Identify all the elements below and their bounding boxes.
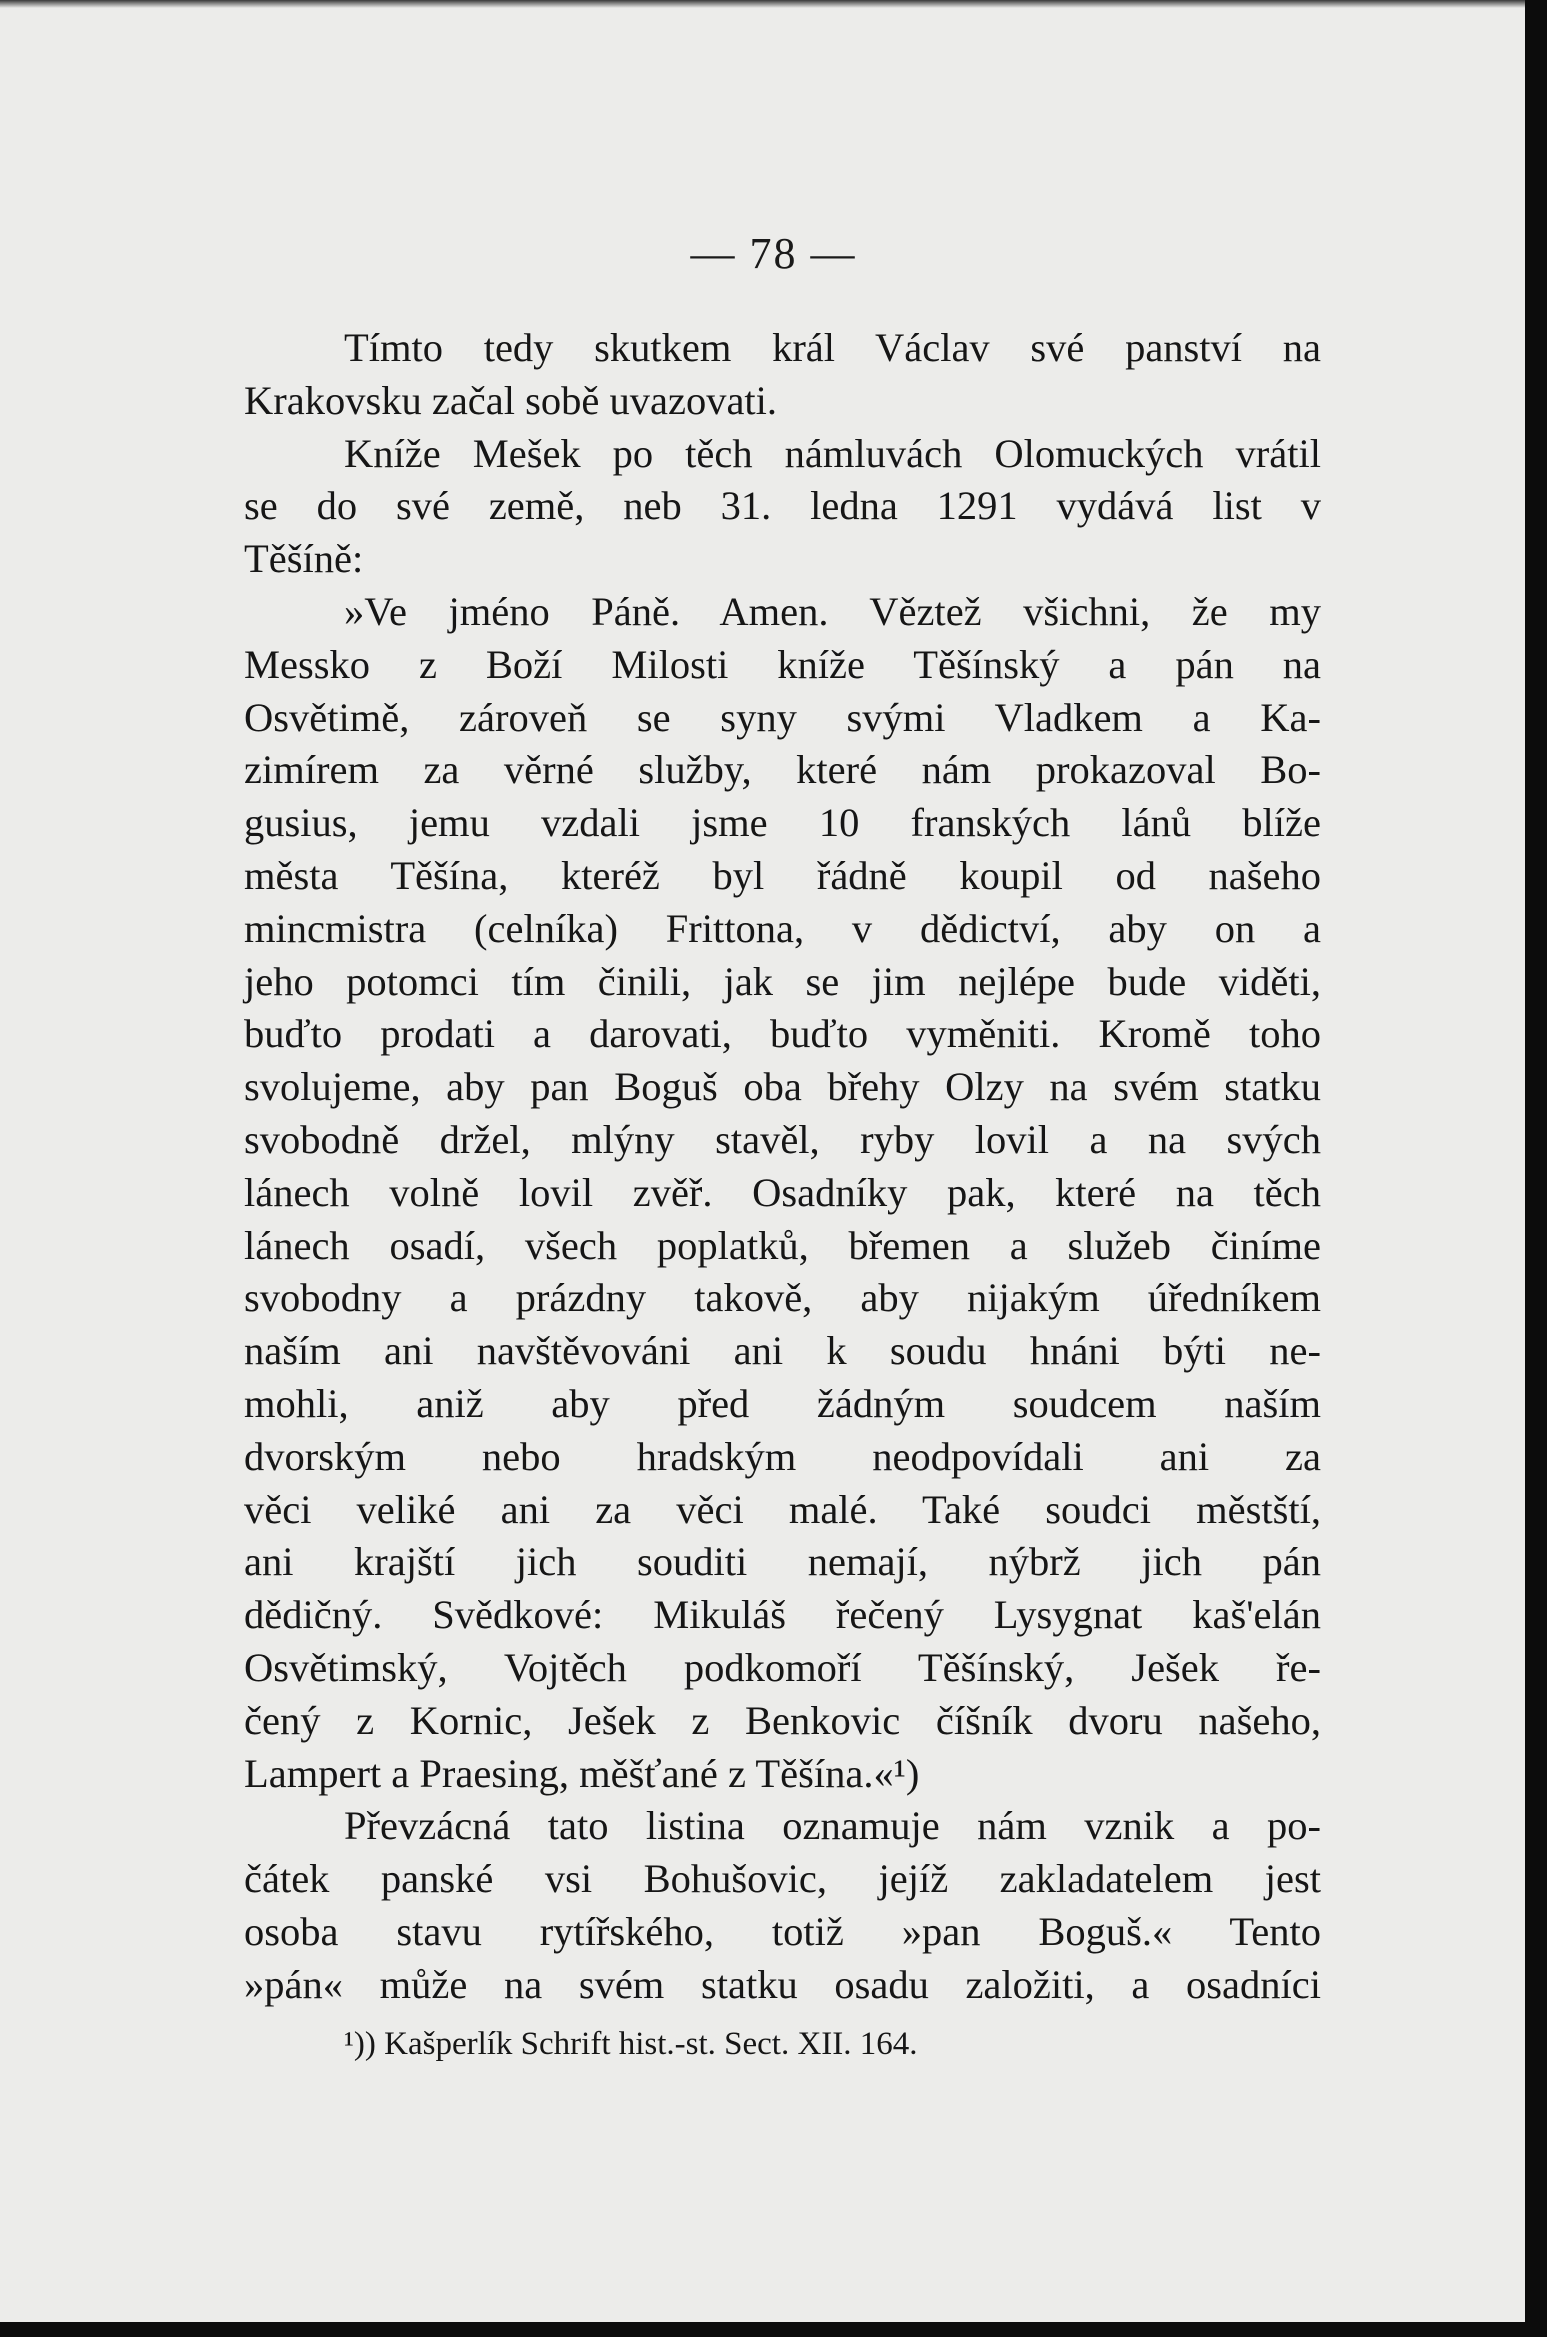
text-line: naším ani navštěvováni ani k soudu hnáni býti ne- <box>244 1328 1321 1374</box>
text-line: svolujeme, aby pan Boguš oba břehy Olzy na svém statku <box>244 1064 1321 1110</box>
text-line: čátek panské vsi Bohušovic, jejíž zakladatelem jest <box>244 1856 1321 1902</box>
text-line: zimírem za věrné služby, které nám prokazoval Bo- <box>244 747 1321 793</box>
text-line: Osvětimský, Vojtěch podkomoří Těšínský, Ješek ře- <box>244 1644 1321 1690</box>
text-line: Messko z Boží Milosti kníže Těšínský a pán na <box>244 641 1321 687</box>
text-line: Tímto tedy skutkem král Václav své panství na <box>344 325 1321 370</box>
page-number: — 78 — <box>690 229 857 278</box>
text-line: Těšíně: <box>244 536 364 582</box>
text-line: Krakovsku začal sobě uvazovati. <box>244 377 778 423</box>
text-line: »Ve jméno Páně. Amen. Věztež všichni, že my <box>344 588 1321 634</box>
body-text <box>244 322 1321 2012</box>
text-line: buďto prodati a darovati, buďto vyměniti. Kromě toho <box>244 1011 1321 1057</box>
text-line: čený z Kornic, Ješek z Benkovic číšník dvoru našeho, <box>244 1697 1321 1743</box>
text-line: ani krajští jich souditi nemají, nýbrž jich pán <box>244 1539 1321 1585</box>
text-line: »pán« může na svém statku osadu založiti, a osadníci <box>244 1961 1321 2007</box>
text-line: jeho potomci tím činili, jak se jim nejlépe bude viděti, <box>244 958 1321 1004</box>
text-line: Kníže Mešek po těch námluvách Olomuckých vrátil <box>344 430 1321 476</box>
text-line: Lampert a Praesing, měšťané z Těšína.«¹) <box>244 1750 920 1796</box>
text-line: lánech osadí, všech poplatků, břemen a služeb činíme <box>244 1222 1321 1268</box>
text-line: mincmistra (celníka) Frittona, v dědictví, aby on a <box>244 905 1321 951</box>
scan-right-edge <box>1525 0 1547 2337</box>
text-line: lánech volně lovil zvěř. Osadníky pak, které na těch <box>244 1169 1321 1215</box>
text-line: dvorským nebo hradským neodpovídali ani za <box>244 1433 1321 1479</box>
footnote: ¹)) Kašperlík Schrift hist.-st. Sect. XII. 164. <box>344 2026 918 2062</box>
scan-top-edge <box>0 0 1525 8</box>
scan-bottom-edge <box>0 2322 1547 2337</box>
text-line: svobodně držel, mlýny stavěl, ryby lovil a na svých <box>244 1116 1321 1162</box>
text-line: osoba stavu rytířského, totiž »pan Boguš.« Tento <box>244 1908 1321 1954</box>
text-line: svobodny a prázdny takově, aby nijakým úředníkem <box>244 1275 1321 1321</box>
text-line: Převzácná tato listina oznamuje nám vznik a po- <box>344 1803 1321 1849</box>
text-line: města Těšína, kteréž byl řádně koupil od našeho <box>244 852 1321 898</box>
text-line: se do své země, neb 31. ledna 1291 vydává list v <box>244 483 1321 529</box>
text-line: věci veliké ani za věci malé. Také soudci městští, <box>244 1486 1321 1532</box>
text-line: gusius, jemu vzdali jsme 10 franských lánů blíže <box>244 800 1321 846</box>
text-line: dědičný. Svědkové: Mikuláš řečený Lysygnat kaš'elán <box>244 1592 1321 1638</box>
text-line: Osvětimě, zároveň se syny svými Vladkem a Ka- <box>244 694 1321 740</box>
text-line: mohli, aniž aby před žádným soudcem naším <box>244 1380 1321 1426</box>
